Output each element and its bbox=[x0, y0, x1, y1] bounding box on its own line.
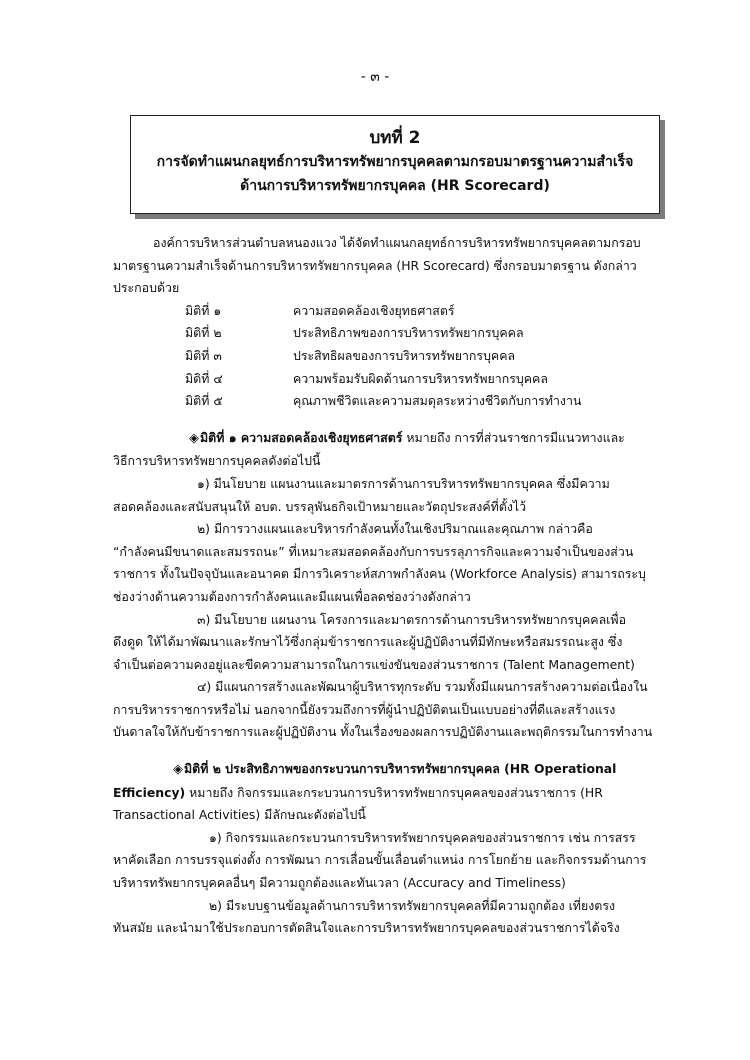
document-body bbox=[113, 232, 653, 940]
spacer bbox=[113, 744, 653, 758]
section-1-item-line: การบริหารราชการหรือไม่ นอกจากนี้ยังรวมถึงการที่ผู้นำปฏิบัติตนเป็นแบบอย่างที่ดีและสร้างแรง bbox=[113, 701, 616, 717]
dimension-text: คุณภาพชีวิตและความสมดุลระหว่างชีวิตกับการทำงาน bbox=[293, 393, 582, 409]
dimension-row bbox=[113, 368, 653, 391]
section-1-item-line: บันดาลใจให้กับข้าราชการและผู้ปฏิบัติงาน ทั้งในเรื่องของผลการปฏิบัติงานและพฤติกรรมในการทำงาน bbox=[113, 724, 653, 740]
intro-line: มาตรฐานความสำเร็จด้านการบริหารทรัพยากรบุคคล (HR Scorecard) ซึ่งกรอบมาตรฐาน ดังกล่าว bbox=[113, 257, 637, 273]
section-1-heading-line bbox=[113, 427, 653, 451]
section-1-item-line: จำเป็นต่อความคงอยู่และขีดความสามารถในการแข่งขันของส่วนราชการ (Talent Management) bbox=[113, 656, 635, 672]
section-2-line: Transactional Activities) มีลักษณะดังต่อไปนี้ bbox=[113, 807, 366, 823]
dimension-label: มิติที่ ๕ bbox=[185, 393, 223, 409]
section-2-item-line: ๒) มีระบบฐานข้อมูลด้านการบริหารทรัพยากรบุคคลที่มีความถูกต้อง เที่ยงตรง bbox=[209, 897, 616, 913]
intro-line: ประกอบด้วย bbox=[113, 280, 180, 296]
dimension-row bbox=[113, 345, 653, 368]
section-1-item-line: ๑) มีนโยบาย แผนงานและมาตรการด้านการบริหารทรัพยากรบุคคล ซึ่งมีความ bbox=[197, 475, 610, 491]
section-2-item-line: ๑) กิจกรรมและกระบวนการบริหารทรัพยากรบุคคลของส่วนราชการ เช่น การสรร bbox=[209, 829, 636, 845]
section-1-heading: มิติที่ ๑ ความสอดคล้องเชิงยุทธศาสตร์ bbox=[200, 429, 403, 445]
dimension-text: ความพร้อมรับผิดด้านการบริหารทรัพยากรบุคคล bbox=[293, 370, 548, 386]
section-2-heading-rest: หมายถึง กิจกรรมและกระบวนการบริหารทรัพยากรบุคคลของส่วนราชการ (HR bbox=[185, 784, 603, 800]
chapter-title-line-1: การจัดทำแผนกลยุทธ์การบริหารทรัพยากรบุคคลตามกรอบมาตรฐานความสำเร็จ bbox=[156, 154, 634, 170]
dimension-text: ความสอดคล้องเชิงยุทธศาสตร์ bbox=[293, 302, 455, 318]
section-2-heading: มิติที่ ๒ ประสิทธิภาพของกระบวนการบริหารทรัพยากรบุคคล (HR Operational bbox=[184, 761, 617, 777]
section-1-item-line: ราชการ ทั้งในปัจจุบันและอนาคต มีการวิเคราะห์สภาพกำลังคน (Workforce Analysis) สามารถระบุ bbox=[113, 566, 646, 582]
section-2-heading-cont: Efficiency) bbox=[113, 784, 186, 800]
dimension-text: ประสิทธิภาพของการบริหารทรัพยากรบุคคล bbox=[293, 325, 524, 341]
intro-line: องค์การบริหารส่วนตำบลหนองแวง ได้จัดทำแผนกลยุทธ์การบริหารทรัพยากรบุคคลตามกรอบ bbox=[153, 235, 641, 250]
section-1-heading-rest: หมายถึง การที่ส่วนราชการมีแนวทางและ bbox=[402, 429, 625, 445]
dimension-label: มิติที่ ๔ bbox=[185, 370, 223, 386]
section-1-item-line: ๒) มีการวางแผนและบริหารกำลังคนทั้งในเชิงปริมาณและคุณภาพ กล่าวคือ bbox=[197, 521, 593, 537]
section-1-item-line: ๓) มีนโยบาย แผนงาน โครงการและมาตรการด้านการบริหารทรัพยากรบุคคลเพื่อ bbox=[197, 611, 627, 627]
section-2-heading-line bbox=[113, 758, 653, 782]
section-2-item-line: ทันสมัย และนำมาใช้ประกอบการตัดสินใจและการบริหารทรัพยากรบุคคลของส่วนราชการได้จริง bbox=[113, 920, 620, 936]
diamond-bullet-icon: ◈ bbox=[173, 762, 183, 778]
chapter-number: บทที่ 2 bbox=[369, 128, 421, 148]
section-2-item-line: หาคัดเลือก การบรรจุแต่งตั้ง การพัฒนา การเลื่อนขั้นเลื่อนตำแหน่ง การโยกย้าย และกิจกรรมด้านการ bbox=[113, 852, 647, 868]
dimension-text: ประสิทธิผลของการบริหารทรัพยากรบุคคล bbox=[293, 347, 516, 363]
section-2-item-line: บริหารทรัพยากรบุคคลอื่นๆ มีความถูกต้องและทันเวลา (Accuracy and Timeliness) bbox=[113, 875, 566, 891]
section-1-item-line: สอดคล้องและสนับสนุนให้ อบต. บรรลุพันธกิจเป้าหมายและวัตถุประสงค์ที่ตั้งไว้ bbox=[113, 498, 527, 514]
section-1-item-line: ช่องว่างด้านความต้องการกำลังคนและมีแผนเพื่อลดช่องว่างดังกล่าว bbox=[113, 588, 471, 604]
section-2-heading-line-2 bbox=[113, 782, 653, 805]
spacer bbox=[113, 413, 653, 427]
dimension-row bbox=[113, 390, 653, 413]
dimension-row bbox=[113, 300, 653, 323]
chapter-title-line-2: ด้านการบริหารทรัพยากรบุคคล (HR Scorecard) bbox=[240, 178, 550, 194]
section-1-line: วิธีการบริหารทรัพยากรบุคคลดังต่อไปนี้ bbox=[113, 453, 321, 469]
diamond-bullet-icon: ◈ bbox=[189, 430, 199, 446]
section-1-item-line: “กำลังคนมีขนาดและสมรรถนะ” ที่เหมาะสมสอดคล้องกับการบรรลุภารกิจและความจำเป็นของส่วน bbox=[113, 543, 634, 559]
dimension-label: มิติที่ ๓ bbox=[185, 347, 222, 363]
dimension-row bbox=[113, 322, 653, 345]
page-number: - ๓ - bbox=[360, 69, 390, 85]
dimension-label: มิติที่ ๒ bbox=[185, 325, 222, 341]
chapter-title-box bbox=[130, 115, 660, 214]
section-1-item-line: ดึงดูด ให้ได้มาพัฒนาและรักษาไว้ซึ่งกลุ่มข้าราชการและผู้ปฏิบัติงานที่มีทักษะหรือสมรรถนะสูง ซึ่ง bbox=[113, 634, 623, 650]
section-1-item-line: ๔) มีแผนการสร้างและพัฒนาผู้บริหารทุกระดับ รวมทั้งมีแผนการสร้างความต่อเนื่องใน bbox=[197, 679, 648, 695]
dimension-label: มิติที่ ๑ bbox=[185, 302, 222, 318]
